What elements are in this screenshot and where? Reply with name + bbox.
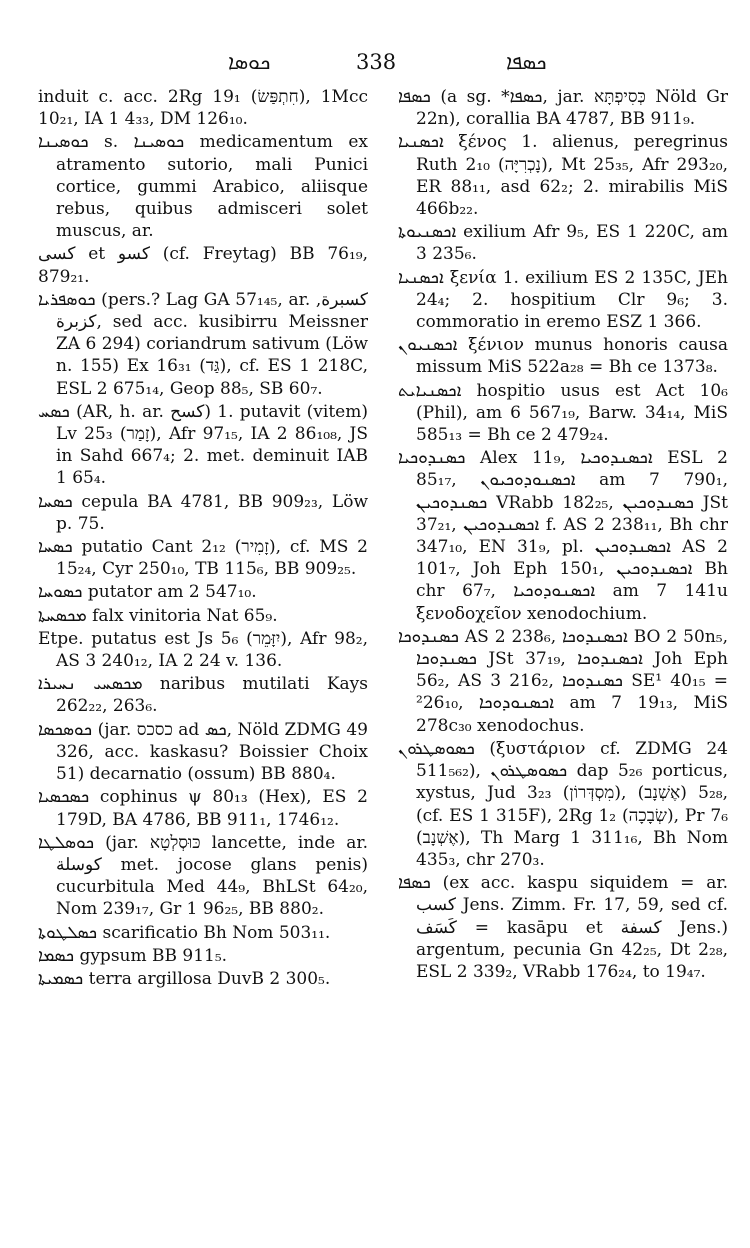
dictionary-entry: ܟܣܢܕܘܟܐ AS 2 238₆, ܐܟܣܢܕܘܟܐ BO 2 50n₅, ܟܣܢܕܘܟܐ JSt 37₁₉, ܐܟܣܢܕܘܟܐ Joh Eph 56₂, AS 3 216₂, ܟܣܢܕܘܟܐ SE¹ 40₁₅ = ²26₁₀, ܐܟܣܢܘܕܘܟܐ am 7 19₁₃, MiS 278c₃₀ xenodochus. (398, 626, 729, 736)
running-head-left: ܟܘܣܐ (228, 50, 271, 74)
dictionary-entry: ܐܟܣܢܝܐܝܬ hospitio usus est Act 10₆ (Phil), am 6 567₁₉, Barw. 34₁₄, MiS 585₁₃ = Bh ce 2 479₂₄. (398, 380, 728, 446)
page-number: 338 (356, 50, 397, 74)
dictionary-entry: ܐܟܣܢܝܘܬܐ exilium Afr 9₅, ES 1 220C, am 3 235₆. (398, 222, 728, 265)
dictionary-entry: ܟܘܣܟܣܐ (jar. כסכס ad ܟܣ, Nöld ZDMG 49 326, acc. kaskasu? Boissier Choix 51) decarnatio (ossum) BB 880₄. (38, 719, 369, 785)
page-header (0, 0, 750, 74)
dictionary-entry: ܟܣܚ (AR, h. ar. كسح) 1. putavit (vitem) Lv 25₃ (זָמַר), Afr 97₁₅, IA 2 86₁₀₈, JS in Sahd 667₄; 2. met. deminuit IAB 1 65₄. (38, 401, 369, 489)
dictionary-entry: ܡܟܣܚܝ ܢܚܝܪܐ naribus mutilati Kays 262₂₂, 263₆. (38, 674, 368, 717)
right-column (398, 86, 728, 984)
dictionary-entry: ܟܘܣܦܪܝܐ (pers.? Lag GA 57₁₄₅, ar. كسبرة, كزبرة, sed acc. kusibirru Meissner ZA 6 294) coriandrum sativum (Löw n. 155) Ex 16₃₁ (גַּד), cf. ES 1 218C, ESL 2 675₁₄, Geop 88₅, SB 60₇. (38, 289, 368, 399)
dictionary-entry: ܟܣܦܐ (a sg. *ܟܣܦܐ, jar. כְּסִיפְתָּא Nöld Gr 22n), corallia BA 4787, BB 911₉. (398, 87, 728, 130)
dictionary-entry: ܐܟܣܢܝܐ ξένος 1. alienus, peregrinus Ruth 2₁₀ (נָכְרִיָּה), Mt 25₃₅, Afr 293₂₀, ER 88₁₁, asd 62₂; 2. mirabilis MiS 466b₂₂. (398, 132, 728, 220)
left-column (38, 86, 368, 991)
dictionary-entry: ܟܣܘܚܐ putator am 2 547₁₀. (38, 582, 257, 603)
dictionary-entry: ܟܣܘܣܛܪܘܢ (ξυστάριον cf. ZDMG 24 511₅₆₂), ܟܣܘܣܛܪܘܢ dap 5₂₆ porticus, xystus, Jud 3₂₃ (מִסְדְּרוֹן), 5₂₈ (אֶשְׁנָב), (cf. ES 1 315F), 2Rg 1₂ (שְׂבָכָה), Pr 7₆ (אֶשְׁנָב), Th Marg 1 311₁₆, Bh Nom 435₃, chr 270₃. (398, 738, 729, 870)
dictionary-entry: ܟܘܣܠܛܐ (jar. כּוּסְלְטָא lancette, inde ar. كوسلة met. jocose glans penis) cucurbitula Med 44₉, BhLSt 64₂₀, Nom 239₁₇, Gr 1 96₂₅, BB 880₂. (38, 832, 368, 920)
dictionary-entry: كسى et كسو (cf. Freytag) BB 76₁₉, 879₂₁. (38, 244, 369, 287)
dictionary-entry: Etpe. putatus est Js 5₆ (יִזָּמֵר), Afr 98₂, AS 3 240₁₂, IA 2 24 v. 136. (38, 628, 369, 672)
dictionary-entry: ܐܟܣܢܝܘܢ ξένιον munus honoris causa missum MiS 522a₂₈ = Bh ce 1373₈. (398, 335, 728, 378)
dictionary-entry: ܟܣܢܕܘܟܝܐ Alex 11₉, ܐܟܣܢܕܘܟܝܐ ESL 2 85₁₇, ܐܟܣܢܘܕܘܟܝܘܢ am 7 790₁, ܟܣܢܕܘܟܝܢ VRabb 182₂₅, ܟܣܢܕܘܟܝܢ JSt 37₂₁, ܐܟܣܢܕܘܟܝܢ f. AS 2 238₁₁, Bh chr 347₁₀, EN 31₉, pl. ܐܟܣܢܕܘܟܝܢ AS 2 101₇, Joh Eph 150₁, ܐܟܣܢܕܘܟܝܢ Bh chr 67₇, ܐܟܣܢܘܕܘܟܝܐ am 7 141u ξενοδοχεῖον xenodochium. (398, 448, 729, 624)
dictionary-entry: ܐܟܣܢܝܐ ξενία 1. exilium ES 2 135C, JEh 24₄; 2. hospitium Clr 9₆; 3. commoratio in eremo ESZ 1 366. (398, 267, 728, 333)
dictionary-entry: induit c. acc. 2Rg 19₁ (חִתְפַּשׂ), 1Mcc 10₂₁, IA 1 4₃₃, DM 126₁₀. (38, 87, 368, 130)
dictionary-entry: ܟܣܠܛܘܬܐ scarificatio Bh Nom 503₁₁. (38, 922, 331, 943)
dictionary-entry: ܟܣܟܣܝܐ cophinus ψ 80₁₃ (Hex), ES 2 179D, BA 4786, BB 911₁, 1746₁₂. (38, 787, 368, 830)
dictionary-entry: ܟܣܦܐ (ex acc. kaspu siquidem = ar. كسب Jens. Zimm. Fr. 17, 59, sed cf. كَسَف = kasāpu et كسفة Jens.) argentum, pecunia Gn 42₂₅, Dt 2₂₈, ESL 2 339₂, VRabb 176₂₄, to 19₄₇. (398, 873, 728, 982)
dictionary-entry: ܟܘܣܝܢܐ s. ܟܘܣܝܢܐ medicamentum ex atramento sutorio, mali Punici cortice, gummi Arabico, aliisque rebus, quibus admisceri solet muscus, ar. (38, 132, 368, 242)
running-head-right: ܟܣܦܐ (506, 50, 547, 74)
dictionary-entry: ܟܣܚܐ cepula BA 4781, BB 909₂₃, Löw p. 75. (38, 491, 368, 534)
dictionary-entry: ܟܣܡܝܬܐ terra argillosa DuvB 2 300₅. (38, 968, 331, 989)
dictionary-entry: ܡܟܣܚܬܐ falx vinitoria Nat 65₉. (38, 605, 278, 626)
dictionary-entry: ܟܣܚܐ putatio Cant 2₁₂ (זָמִיר), cf. MS 2 15₂₄, Cyr 250₁₀, TB 115₆, BB 909₂₅. (38, 537, 369, 580)
dictionary-entry: ܟܣܡܐ gypsum BB 911₅. (38, 945, 228, 966)
